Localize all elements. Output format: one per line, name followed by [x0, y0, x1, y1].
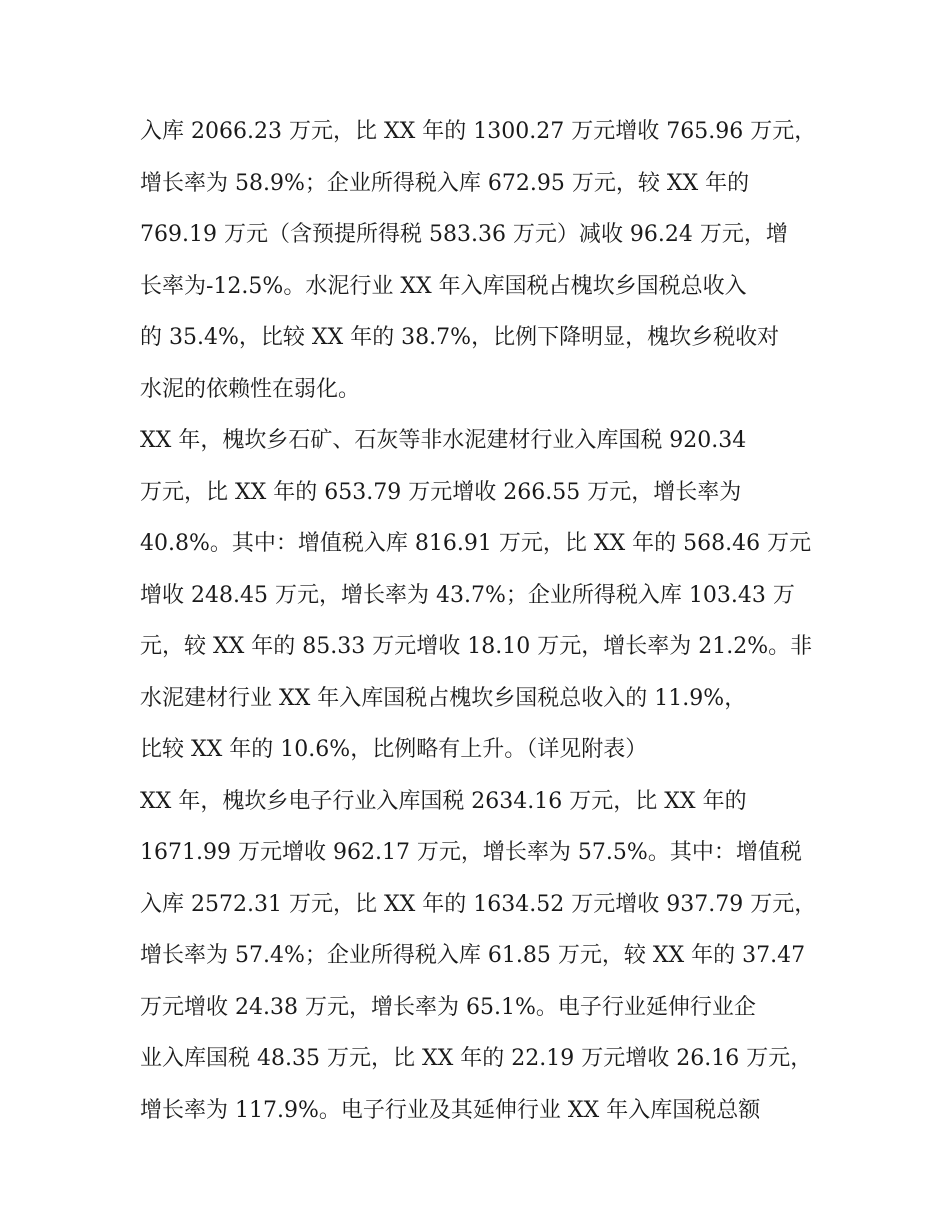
text-line: 水泥的依赖性在弱化。 [140, 376, 361, 402]
text-line: XX 年，槐坎乡电子行业入库国税 2634.16 万元，比 XX 年的 [140, 788, 747, 814]
text-line: 的 35.4%，比较 XX 年的 38.7%，比例下降明显，槐坎乡税收对 [140, 325, 780, 350]
text-line: 40.8%。其中：增值税入库 816.91 万元，比 XX 年的 568.46 万元 [140, 531, 812, 556]
text-line: XX 年，槐坎乡石矿、石灰等非水泥建材行业入库国税 920.34 [140, 428, 747, 453]
text-line: 增长率为 57.4%；企业所得税入库 61.85 万元，较 XX 年的 37.47 [140, 943, 806, 968]
text-line: 长率为-12.5%。水泥行业 XX 年入库国税占槐坎乡国税总收入 [140, 273, 747, 299]
text-line: 水泥建材行业 XX 年入库国税占槐坎乡国税总收入的 11.9%， [140, 685, 747, 711]
text-line: 增收 248.45 万元，增长率为 43.7%；企业所得税入库 103.43 万 [140, 582, 795, 608]
text-line: 769.19 万元（含预提所得税 583.36 万元）减收 96.24 万元，增 [140, 222, 788, 247]
text-line: 比较 XX 年的 10.6%，比例略有上升。（详见附表） [140, 737, 648, 762]
text-line: 增长率为 117.9%。电子行业及其延伸行业 XX 年入库国税总额 [140, 1097, 761, 1123]
text-line: 入库 2572.31 万元，比 XX 年的 1634.52 万元增收 937.79 万元， [140, 891, 817, 917]
text-line: 入库 2066.23 万元，比 XX 年的 1300.27 万元增收 765.96 万元， [140, 119, 817, 144]
text-line: 增长率为 58.9%；企业所得税入库 672.95 万元，较 XX 年的 [140, 170, 750, 196]
text-line: 万元增收 24.38 万元，增长率为 65.1%。电子行业延伸行业企 [140, 994, 756, 1020]
text-line: 业入库国税 48.35 万元，比 XX 年的 22.19 万元增收 26.16 万元， [140, 1046, 813, 1071]
body-text [140, 106, 820, 1136]
text-line: 元，较 XX 年的 85.33 万元增收 18.10 万元，增长率为 21.2%。非 [140, 634, 813, 659]
text-line: 1671.99 万元增收 962.17 万元，增长率为 57.5%。其中：增值税 [140, 840, 802, 865]
text-line: 万元，比 XX 年的 653.79 万元增收 266.55 万元，增长率为 [140, 479, 742, 505]
